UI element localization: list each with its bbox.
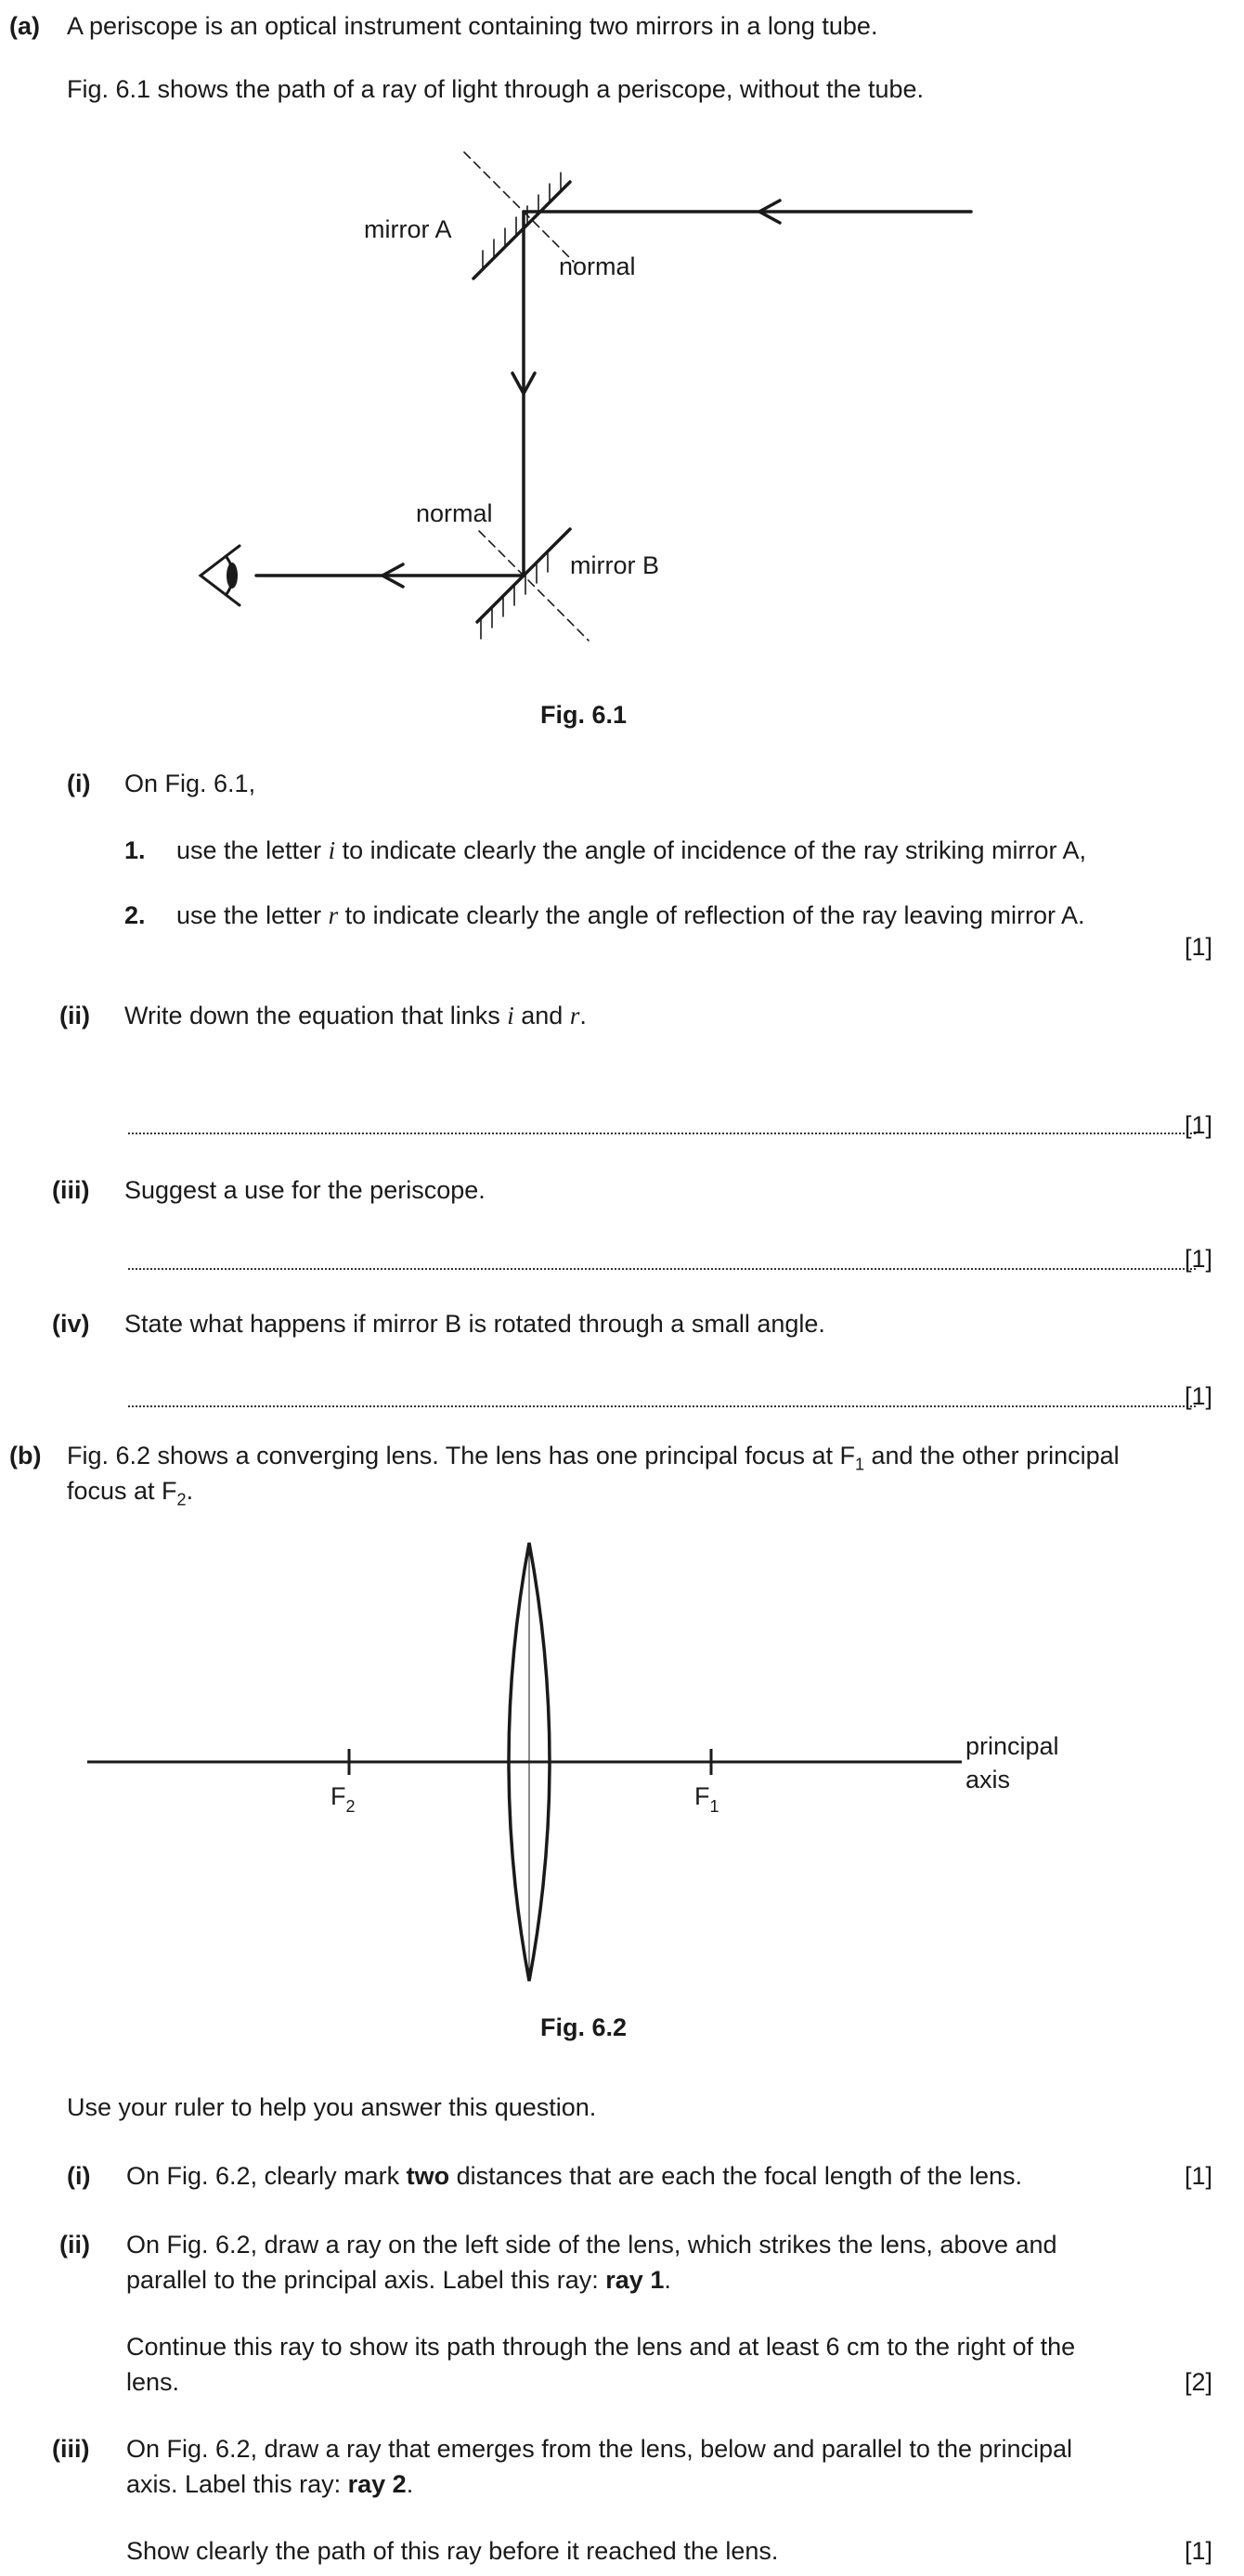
q-a-i-label: (i) xyxy=(67,770,91,797)
q-a-ii-mark: [1] xyxy=(1184,1111,1212,1139)
eye-icon xyxy=(201,546,240,605)
part-a-label: (a) xyxy=(9,12,40,40)
f1-label: $F_1$ xyxy=(694,1782,719,1816)
q-b-ii-mark: [2] xyxy=(1184,2368,1212,2396)
fig-6-1-periscope-diagram xyxy=(0,130,1244,705)
fig-6-1-caption: Fig. 6.1 xyxy=(540,701,628,729)
q-a-i-mark: [1] xyxy=(1184,933,1212,961)
part-b-intro-line-1: Fig. 6.2 shows a converging lens. The lens has one principal focus at $F_1$ and the other principal xyxy=(67,1442,1120,1474)
q-b-ii-line-3: Continue this ray to show its path through the lens and at least 6 cm to the right of the xyxy=(126,2333,1076,2361)
q-b-iii-label: (iii) xyxy=(52,2435,90,2463)
mirror-a-hatching xyxy=(483,173,561,269)
q-b-i-text: On Fig. 6.2, clearly mark two distances that are each the focal length of the lens. xyxy=(126,2162,1022,2190)
q-a-iii-mark: [1] xyxy=(1184,1245,1212,1273)
mirror-b-label: mirror B xyxy=(570,551,659,579)
principal-axis-label-line-2: axis xyxy=(965,1766,1011,1793)
q-a-iii-text: Suggest a use for the periscope. xyxy=(124,1176,486,1204)
fig-6-2-caption: Fig. 6.2 xyxy=(540,2013,628,2041)
principal-axis-label-line-1: principal xyxy=(965,1732,1059,1760)
q-a-ii-text: Write down the equation that links i and r. xyxy=(124,1002,587,1029)
q-b-iii-line-2: axis. Label this ray: ray 2. xyxy=(126,2470,414,2498)
q-a-ii-answer-line[interactable] xyxy=(128,1131,1196,1134)
fig-6-2-lens-diagram xyxy=(0,1522,1244,2005)
q-b-ii-line-4: lens. xyxy=(126,2368,180,2396)
mirror-a xyxy=(473,182,570,278)
q-a-iv-label: (iv) xyxy=(52,1310,90,1338)
q-a-i-text: On Fig. 6.1, xyxy=(124,770,256,797)
mirror-a-label: mirror A xyxy=(364,215,452,243)
q-a-i-step-1-number: 1. xyxy=(124,836,146,864)
q-a-iv-text: State what happens if mirror B is rotated through a small angle. xyxy=(124,1310,825,1338)
q-b-i-mark: [1] xyxy=(1184,2162,1212,2190)
q-a-iv-mark: [1] xyxy=(1184,1382,1212,1410)
ruler-note: Use your ruler to help you answer this question. xyxy=(67,2093,597,2121)
part-a-intro-2: Fig. 6.1 shows the path of a ray of light through a periscope, without the tube. xyxy=(67,75,925,103)
q-a-i-step-2-number: 2. xyxy=(124,901,146,929)
normal-line-a xyxy=(464,152,574,262)
part-b-label: (b) xyxy=(9,1442,42,1469)
q-b-iii-line-1: On Fig. 6.2, draw a ray that emerges from the lens, below and parallel to the principal xyxy=(126,2435,1073,2463)
q-b-iii-mark: [1] xyxy=(1184,2537,1212,2565)
normal-label-b: normal xyxy=(416,499,493,527)
q-a-i-step-2-text: use the letter r to indicate clearly the angle of reflection of the ray leaving mirror A. xyxy=(176,901,1085,929)
normal-line-b xyxy=(479,531,589,641)
mirror-b-hatching xyxy=(481,551,548,639)
q-a-iv-answer-line[interactable] xyxy=(128,1404,1196,1407)
normal-label-a: normal xyxy=(559,252,636,280)
q-b-i-label: (i) xyxy=(67,2162,91,2190)
q-a-ii-label: (ii) xyxy=(59,1002,90,1029)
q-a-iii-answer-line[interactable] xyxy=(128,1266,1196,1270)
q-b-ii-line-1: On Fig. 6.2, draw a ray on the left side of the lens, which strikes the lens, above and xyxy=(126,2231,1057,2259)
part-a-intro-1: A periscope is an optical instrument containing two mirrors in a long tube. xyxy=(67,12,878,40)
part-b-intro-line-2: focus at $F_2$. xyxy=(67,1477,194,1509)
q-b-ii-label: (ii) xyxy=(59,2231,90,2259)
q-a-iii-label: (iii) xyxy=(52,1176,90,1204)
q-b-ii-line-2: parallel to the principal axis. Label this ray: ray 1. xyxy=(126,2266,671,2294)
q-b-iii-line-3: Show clearly the path of this ray before it reached the lens. xyxy=(126,2537,779,2565)
q-a-i-step-1-text: use the letter i to indicate clearly the angle of incidence of the ray striking mirror A, xyxy=(176,836,1087,864)
f2-label: $F_2$ xyxy=(330,1782,356,1816)
